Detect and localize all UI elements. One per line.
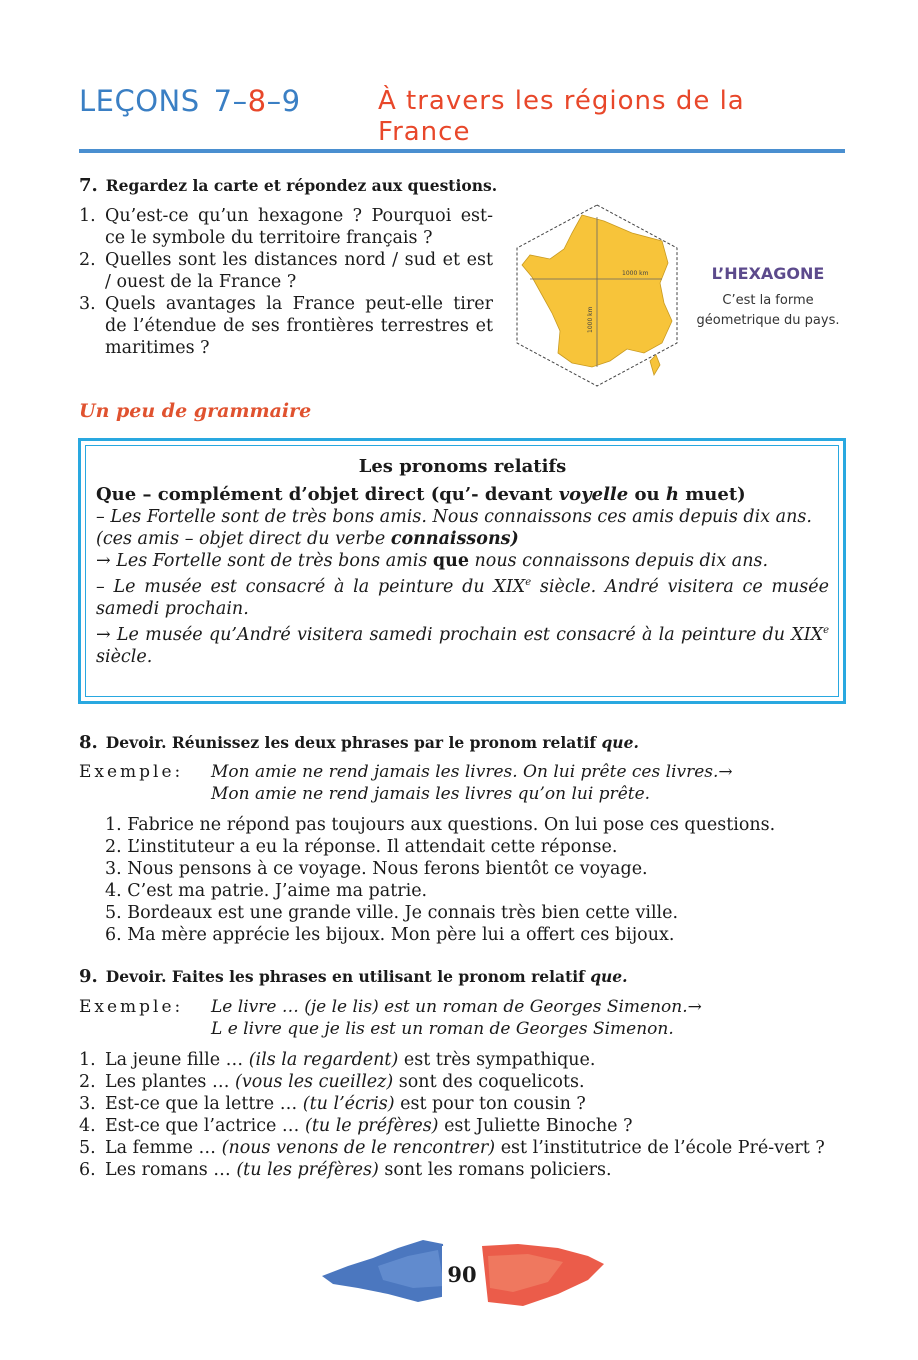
map-caption-title: L’HEXAGONE xyxy=(711,264,825,283)
grammar-example-1-note: (ces amis – objet direct du verbe connaissons) xyxy=(96,529,519,549)
ex9-items xyxy=(79,1049,845,1181)
ex8-example xyxy=(79,761,845,805)
ex9-example-line1: Le livre … (je le lis) est un roman de Georges Simenon.→ xyxy=(211,997,702,1017)
ex8-item: 2. L’instituteur a eu la réponse. Il attendait cette réponse. xyxy=(105,837,618,857)
ex8-item: 1. Fabrice ne répond pas toujours aux questions. On lui pose ces questions. xyxy=(105,815,776,835)
map-caption-line1: C’est la forme xyxy=(722,293,814,308)
ex8-example-line2: Mon amie ne rend jamais les livres qu’on lui prête. xyxy=(211,784,651,804)
grammar-box-title: Les pronoms relatifs xyxy=(358,456,567,477)
ex9-item: 3. Est-ce que la lettre … (tu l’écris) est pour ton cousin ? xyxy=(79,1094,586,1114)
lesson-number-start: 7– xyxy=(213,84,248,118)
grammar-heading: Un peu de grammaire xyxy=(79,400,312,422)
page-title-line1: À travers les régions de la xyxy=(378,86,745,116)
ex9-item: 2. Les plantes … (vous les cueillez) sont des coquelicots. xyxy=(79,1072,585,1092)
ex8-item: 4. C’est ma patrie. J’aime ma patrie. xyxy=(105,881,428,901)
ex7-question: 1. Qu’est-ce qu’un hexagone ? Pourquoi est-ce le symbole du territoire français ? xyxy=(79,206,493,248)
grammar-rule: Que – complément d’objet direct (qu’- devant voyelle ou h muet) xyxy=(96,484,746,505)
ex7-heading xyxy=(79,175,497,196)
ex8-example-label: Exemple: xyxy=(79,762,184,782)
page-number: 90 xyxy=(447,1262,477,1287)
grammar-box-content xyxy=(96,456,829,668)
page-title xyxy=(378,86,818,148)
france-hexagon-map xyxy=(512,203,682,388)
ex7-question: 2. Quelles sont les distances nord / sud et est / ouest de la France ? xyxy=(79,250,493,292)
map-caption-text xyxy=(688,291,848,331)
ex9-item: 6. Les romans … (tu les préfères) sont les romans policiers. xyxy=(79,1160,612,1180)
ex9-item: 4. Est-ce que l’actrice … (tu le préfères) est Juliette Binoche ? xyxy=(79,1116,633,1136)
ex8-number: 8. xyxy=(79,732,98,753)
ex8-items xyxy=(79,814,845,946)
grammar-example-2-result: → Le musée qu’André visitera samedi prochain est consacré à la peinture du XIXe siècle. xyxy=(96,624,829,667)
ex7-question: 3. Quels avantages la France peut-elle tirer de l’étendue de ses frontières terrestres et maritimes ? xyxy=(79,294,493,358)
ex9-example xyxy=(79,996,845,1040)
ex9-example-label: Exemple: xyxy=(79,997,184,1017)
ex9-item: 1. La jeune fille … (ils la regardent) est très sympathique. xyxy=(79,1050,596,1070)
ex9-item: 5. La femme … (nous venons de le rencontrer) est l’institutrice de l’école Pré-vert ? xyxy=(79,1138,825,1158)
page-title-line2: France xyxy=(378,117,471,147)
ex7-instruction: Regardez la carte et répondez aux questions. xyxy=(105,176,498,195)
france-map-icon xyxy=(512,203,682,388)
grammar-example-2: – Le musée est consacré à la peinture du XIXe siècle. André visitera ce musée samedi prochain. xyxy=(96,576,829,619)
ex7-questions xyxy=(79,205,493,359)
map-vertical-label: 1000 km xyxy=(587,306,594,333)
lesson-number-mid: 8 xyxy=(247,84,267,118)
ex8-example-line1: Mon amie ne rend jamais les livres. On lui prête ces livres.→ xyxy=(211,762,733,782)
lesson-label xyxy=(79,84,301,118)
ex8-item: 5. Bordeaux est une grande ville. Je connais très bien cette ville. xyxy=(105,903,679,923)
lesson-number-end: –9 xyxy=(266,84,301,118)
ex9-number: 9. xyxy=(79,966,98,987)
header-rule xyxy=(79,149,845,153)
grammar-example-1: – Les Fortelle sont de très bons amis. Nous connaissons ces amis depuis dix ans. xyxy=(96,507,812,527)
grammar-example-1-result: → Les Fortelle sont de très bons amis que nous connaissons depuis dix ans. xyxy=(96,551,769,571)
lecons-word: LEÇONS xyxy=(79,84,200,118)
ex8-item: 6. Ma mère apprécie les bijoux. Mon père lui a offert ces bijoux. xyxy=(105,925,675,945)
ex7-number: 7. xyxy=(79,175,98,196)
ex8-heading: 8. Devoir. Réunissez les deux phrases par le pronom relatif que. xyxy=(79,732,639,753)
ex8-item: 3. Nous pensons à ce voyage. Nous ferons bientôt ce voyage. xyxy=(105,859,648,879)
ex9-example-line2: L e livre que je lis est un roman de Georges Simenon. xyxy=(211,1019,674,1039)
map-caption-line2: géometrique du pays. xyxy=(696,313,840,328)
ex9-heading: 9. Devoir. Faites les phrases en utilisant le pronom relatif que. xyxy=(79,966,628,987)
map-horizontal-label: 1000 km xyxy=(622,270,649,277)
